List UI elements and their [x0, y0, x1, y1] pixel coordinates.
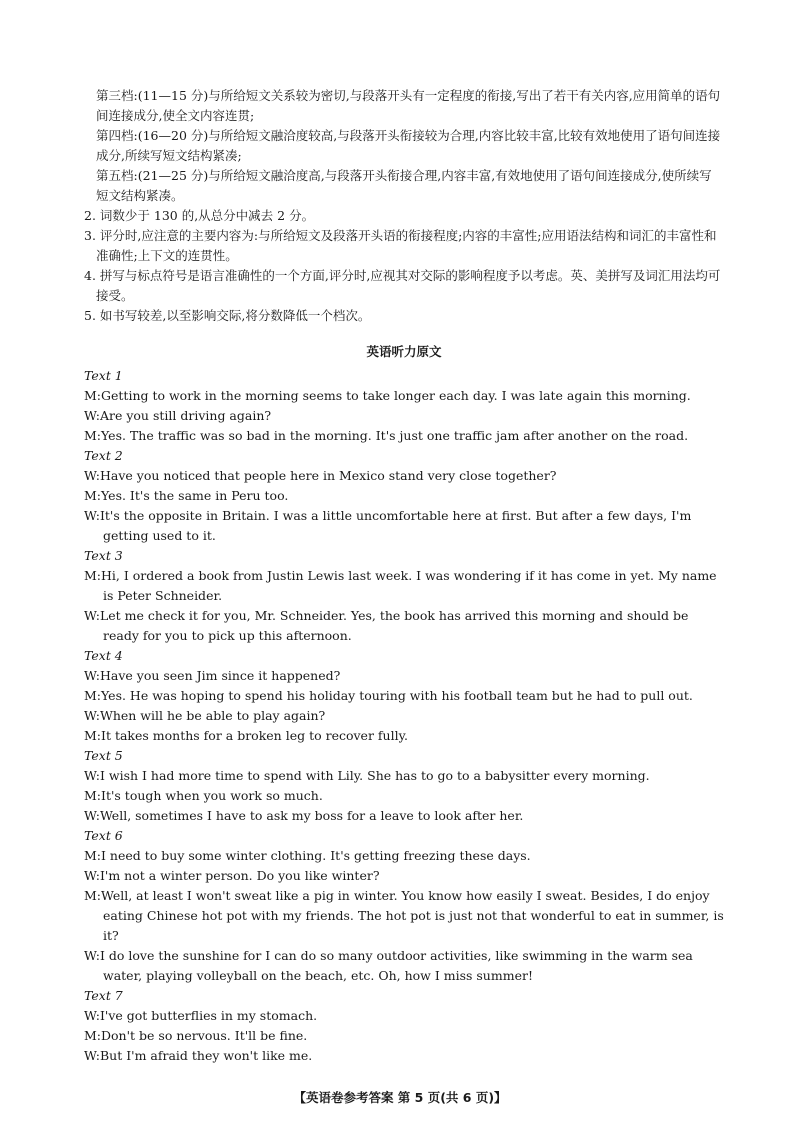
- dialogue-line: M:It's tough when you work so much.: [84, 788, 323, 803]
- text-label: Text 5: [84, 748, 123, 763]
- note-4: 4. 拼写与标点符号是语言准确性的一个方面,评分时,应视其对交际的影响程度予以考虑。英、美拼写及词汇用法均可接受。: [84, 268, 721, 303]
- section-title: 英语听力原文: [366, 344, 442, 359]
- dialogue-line: W:But I'm afraid they won't like me.: [84, 1048, 313, 1063]
- tier-4: 第四档:(16—20 分)与所给短文融洽度较高,与段落开头衔接较为合理,内容比较丰富,比较有效地使用了语句间连接成分,所续写短文结构紧凑;: [96, 128, 721, 163]
- text-label: Text 1: [84, 368, 123, 383]
- text-label: Text 6: [84, 828, 123, 843]
- scoring-notes: [84, 206, 724, 326]
- dialogue-line: M:Don't be so nervous. It'll be fine.: [84, 1028, 308, 1043]
- scoring-tiers: [84, 86, 724, 206]
- dialogue-line: M:Yes. It's the same in Peru too.: [84, 488, 289, 503]
- dialogue-line: W:I do love the sunshine for I can do so many outdoor activities, like swimming in the warm sea water, playing volleyball on the beach, etc. Oh, how I miss summer!: [84, 948, 693, 983]
- transcript-block: [84, 366, 724, 446]
- transcript-block: [84, 546, 724, 646]
- dialogue-line: M:It takes months for a broken leg to recover fully.: [84, 728, 408, 743]
- text-label: Text 2: [84, 448, 123, 463]
- dialogue-line: W:I wish I had more time to spend with Lily. She has to go to a babysitter every morning.: [84, 768, 650, 783]
- dialogue-line: M:Well, at least I won't sweat like a pig in winter. You know how easily I sweat. Besides, I do enjoy eating Chinese hot pot with my friends. The hot pot is just not that wonderful to eat in summer, is it?: [84, 888, 724, 943]
- transcript-block: [84, 646, 724, 746]
- note-5: 5. 如书写较差,以至影响交际,将分数降低一个档次。: [84, 308, 371, 323]
- transcript-block: [84, 746, 724, 826]
- transcript-block: [84, 826, 724, 986]
- text-label: Text 4: [84, 648, 123, 663]
- dialogue-line: W:Are you still driving again?: [84, 408, 272, 423]
- dialogue-line: M:Hi, I ordered a book from Justin Lewis last week. I was wondering if it has come in yet. My name is Peter Schneider.: [84, 568, 717, 603]
- text-label: Text 3: [84, 548, 123, 563]
- transcript-block: [84, 986, 724, 1066]
- dialogue-line: W:I'm not a winter person. Do you like winter?: [84, 868, 380, 883]
- dialogue-line: W:Well, sometimes I have to ask my boss for a leave to look after her.: [84, 808, 524, 823]
- tier-3: 第三档:(11—15 分)与所给短文关系较为密切,与段落开头有一定程度的衔接,写出了若干有关内容,应用简单的语句间连接成分,使全文内容连贯;: [96, 88, 721, 123]
- transcript-block: [84, 446, 724, 546]
- dialogue-line: W:It's the opposite in Britain. I was a little uncomfortable here at first. But after a few days, I'm getting used to it.: [84, 508, 692, 543]
- note-3: 3. 评分时,应注意的主要内容为:与所给短文及段落开头语的衔接程度;内容的丰富性;应用语法结构和词汇的丰富性和准确性;上下文的连贯性。: [84, 228, 717, 263]
- page-content: [84, 86, 724, 1066]
- note-2: 2. 词数少于 130 的,从总分中减去 2 分。: [84, 208, 315, 223]
- dialogue-line: W:Let me check it for you, Mr. Schneider. Yes, the book has arrived this morning and should be ready for you to pick up this afternoon.: [84, 608, 689, 643]
- dialogue-line: M:I need to buy some winter clothing. It's getting freezing these days.: [84, 848, 531, 863]
- dialogue-line: M:Getting to work in the morning seems to take longer each day. I was late again this morning.: [84, 388, 691, 403]
- dialogue-line: W:Have you noticed that people here in Mexico stand very close together?: [84, 468, 557, 483]
- listening-transcripts: [84, 366, 724, 1066]
- dialogue-line: M:Yes. He was hoping to spend his holiday touring with his football team but he had to pull out.: [84, 688, 693, 703]
- dialogue-line: M:Yes. The traffic was so bad in the morning. It's just one traffic jam after another on the road.: [84, 428, 689, 443]
- dialogue-line: W:Have you seen Jim since it happened?: [84, 668, 341, 683]
- page-footer: 【英语卷参考答案 第 5 页(共 6 页)】: [293, 1090, 507, 1105]
- tier-5: 第五档:(21—25 分)与所给短文融洽度高,与段落开头衔接合理,内容丰富,有效地使用了语句间连接成分,使所续写短文结构紧凑。: [96, 168, 712, 203]
- dialogue-line: W:I've got butterflies in my stomach.: [84, 1008, 318, 1023]
- text-label: Text 7: [84, 988, 123, 1003]
- dialogue-line: W:When will he be able to play again?: [84, 708, 326, 723]
